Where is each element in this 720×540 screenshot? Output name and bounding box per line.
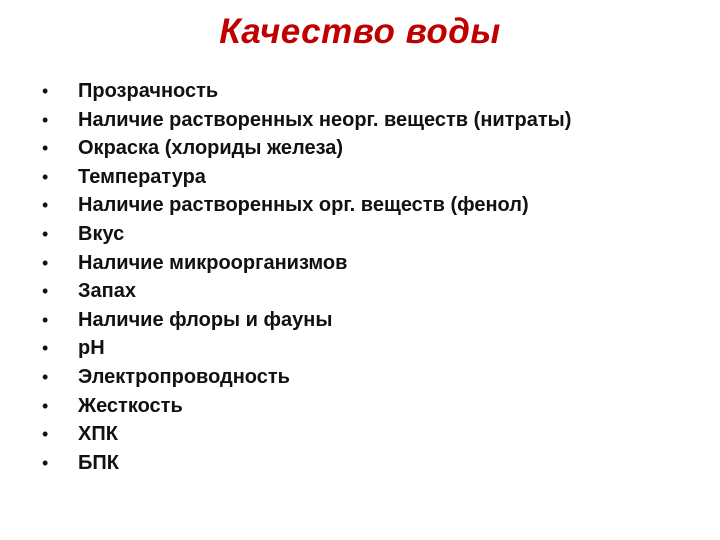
list-item-text: Электропроводность bbox=[78, 365, 290, 388]
bullet-icon: • bbox=[42, 195, 49, 216]
list-item bbox=[42, 280, 571, 309]
list-item bbox=[42, 366, 571, 395]
list-item bbox=[42, 309, 571, 338]
bullet-icon: • bbox=[42, 309, 49, 330]
list-item bbox=[42, 452, 571, 481]
list-item bbox=[42, 337, 571, 366]
list-item bbox=[42, 223, 571, 252]
list-item bbox=[42, 423, 571, 452]
list-item bbox=[42, 109, 571, 138]
bullet-icon: • bbox=[42, 166, 49, 187]
list-item bbox=[42, 166, 571, 195]
list-item-text: БПК bbox=[78, 451, 119, 474]
list-item-text: Прозрачность bbox=[78, 80, 219, 102]
bullet-icon: • bbox=[42, 395, 49, 416]
list-item-text: ХПК bbox=[78, 423, 118, 446]
list-item-text: Окраска (хлориды железа) bbox=[78, 137, 344, 160]
list-item-text: Наличие микроорганизмов bbox=[78, 251, 348, 274]
bullet-icon: • bbox=[42, 252, 49, 273]
list-item bbox=[42, 252, 571, 281]
list-item-text: Жесткость bbox=[78, 394, 183, 417]
list-item-text: Наличие флоры и фауны bbox=[78, 308, 333, 331]
slide-title: Качество воды bbox=[219, 12, 501, 51]
bullet-icon: • bbox=[42, 223, 49, 244]
bullet-icon: • bbox=[42, 424, 49, 445]
bullet-list bbox=[42, 80, 571, 480]
list-item bbox=[42, 194, 571, 223]
list-item-text: Наличие растворенных орг. веществ (фенол) bbox=[78, 194, 529, 217]
list-item-text: Вкус bbox=[78, 222, 125, 245]
list-item bbox=[42, 137, 571, 166]
bullet-icon: • bbox=[42, 338, 49, 359]
list-item-text: Наличие растворенных неорг. веществ (нитраты) bbox=[78, 108, 572, 131]
list-item-text: pH bbox=[78, 337, 105, 360]
list-item-text: Запах bbox=[78, 280, 136, 303]
bullet-icon: • bbox=[42, 281, 49, 302]
bullet-icon: • bbox=[42, 138, 49, 159]
bullet-icon: • bbox=[42, 109, 49, 130]
list-item-text: Температура bbox=[78, 165, 206, 188]
bullet-icon: • bbox=[42, 366, 49, 387]
list-item bbox=[42, 395, 571, 424]
list-item bbox=[42, 80, 571, 109]
bullet-icon: • bbox=[42, 81, 49, 101]
bullet-icon: • bbox=[42, 452, 49, 473]
